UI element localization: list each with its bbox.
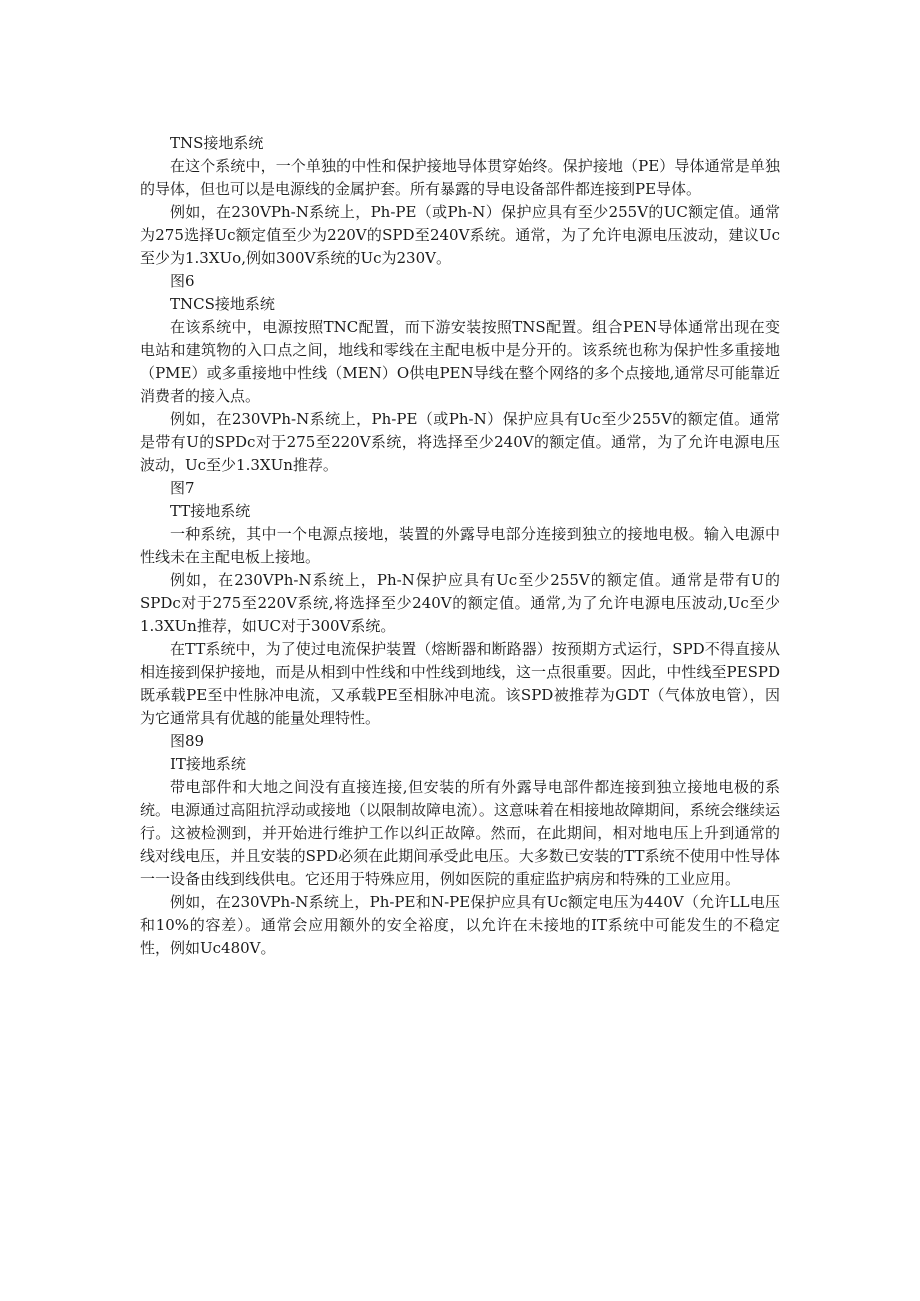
figure-caption-89: 图89 (170, 732, 205, 750)
heading-tt: TT接地系统 (170, 502, 251, 520)
paragraph: 一种系统，其中一个电源点接地，装置的外露导电部分连接到独立的接地电极。输入电源中性线未在主配电板上接地。 (140, 525, 780, 566)
heading-tns: TNS接地系统 (170, 134, 264, 152)
heading-tncs: TNCS接地系统 (170, 295, 275, 313)
paragraph: 例如，在230VPh-N系统上，Ph-PE（或Ph-N）保护应具有Uc至少255V的额定值。通常是带有U的SPDc对于275至220V系统，将选择至少240V的额定值。通常，为了允许电源电压波动，Uc至少1.3XUn推荐。 (140, 410, 780, 474)
paragraph: 例如，在230VPh-N系统上，Ph-N保护应具有Uc至少255V的额定值。通常是带有U的SPDc对于275至220V系统,将选择至少240V的额定值。通常,为了允许电源电压波动,Uc至少1.3XUn推荐，如UC对于300V系统。 (140, 571, 780, 635)
paragraph: 带电部件和大地之间没有直接连接,但安装的所有外露导电部件都连接到独立接地电极的系统。电源通过高阻抗浮动或接地（以限制故障电流）。这意味着在相接地故障期间，系统会继续运行。这被检测到，并开始进行维护工作以纠正故障。然而，在此期间，相对地电压上升到通常的线对线电压，并且安装的SPD必须在此期间承受此电压。大多数已安装的TT系统不使用中性导体一一设备由线到线供电。它还用于特殊应用，例如医院的重症监护病房和特殊的工业应用。 (140, 778, 780, 888)
figure-caption-7: 图7 (170, 479, 195, 497)
paragraph: 例如，在230VPh-N系统上，Ph-PE（或Ph-N）保护应具有至少255V的UC额定值。通常为275选择Uc额定值至少为220V的SPD至240V系统。通常，为了允许电源电压波动，建议Uc至少为1.3XUo,例如300V系统的Uc为230V。 (140, 203, 780, 267)
figure-caption-6: 图6 (170, 272, 195, 290)
paragraph: 例如，在230VPh-N系统上，Ph-PE和N-PE保护应具有Uc额定电压为440V（允许LL电压和10%的容差）。通常会应用额外的安全裕度，以允许在未接地的IT系统中可能发生的不稳定性，例如Uc480V。 (140, 893, 780, 957)
paragraph: 在该系统中，电源按照TNC配置，而下游安装按照TNS配置。组合PEN导体通常出现在变电站和建筑物的入口点之间，地线和零线在主配电板中是分开的。该系统也称为保护性多重接地（PME）或多重接地中性线（MEN）O供电PEN导线在整个网络的多个点接地,通常尽可能靠近消费者的接入点。 (140, 318, 780, 405)
heading-it: IT接地系统 (170, 755, 246, 773)
paragraph: 在这个系统中，一个单独的中性和保护接地导体贯穿始终。保护接地（PE）导体通常是单独的导体，但也可以是电源线的金属护套。所有暴露的导电设备部件都连接到PE导体。 (140, 157, 780, 198)
paragraph: 在TT系统中，为了使过电流保护装置（熔断器和断路器）按预期方式运行，SPD不得直接从相连接到保护接地，而是从相到中性线和中性线到地线，这一点很重要。因此，中性线至PESPD既承载PE至中性脉冲电流，又承载PE至相脉冲电流。该SPD被推荐为GDT（气体放电管），因为它通常具有优越的能量处理特性。 (140, 640, 780, 727)
